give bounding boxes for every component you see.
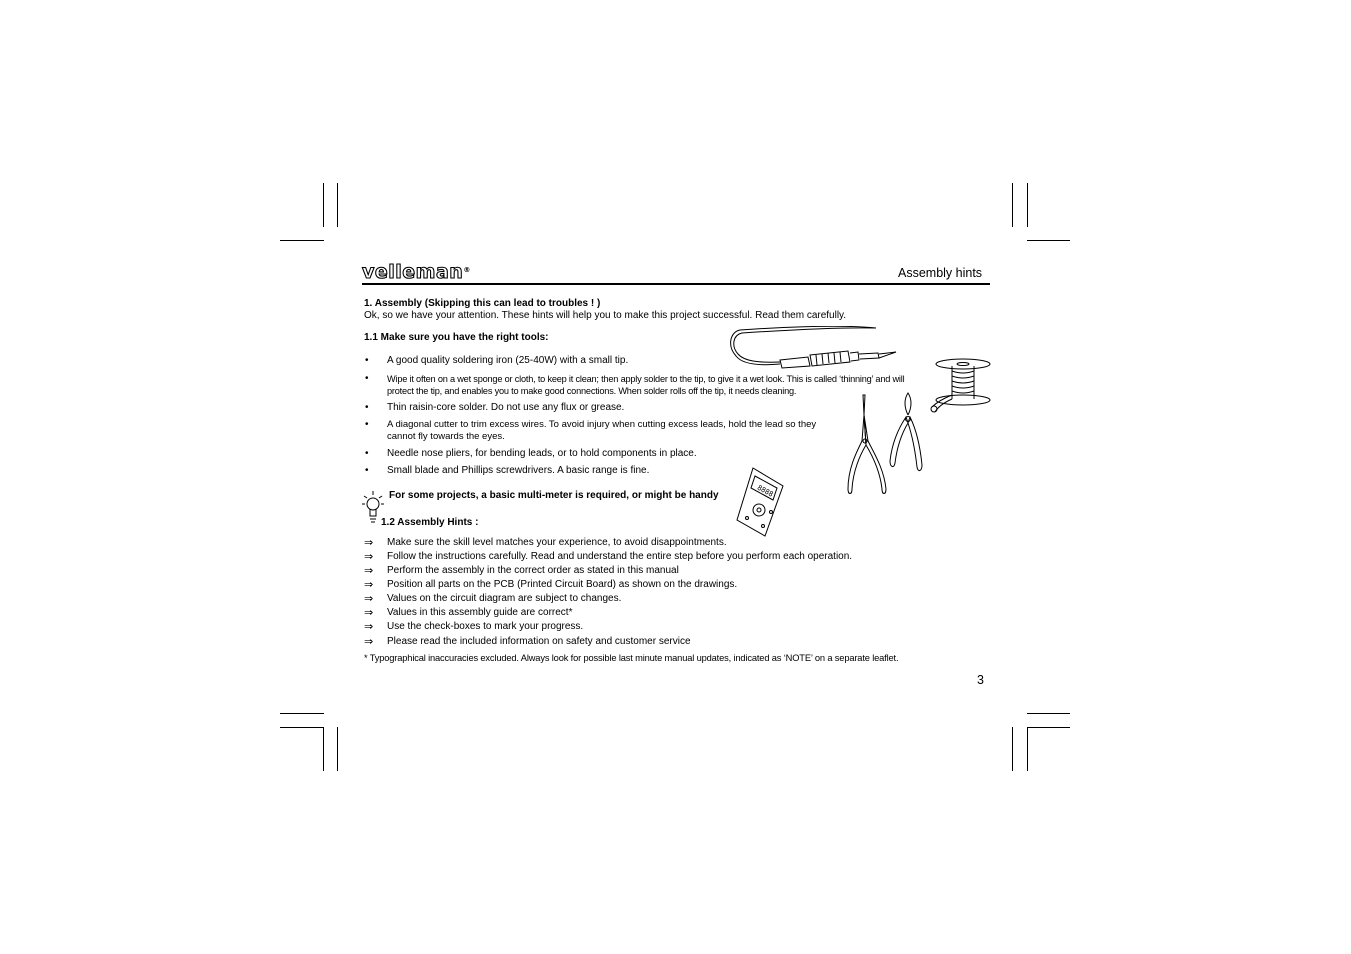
list-item: Values on the circuit diagram are subject to changes. — [387, 593, 622, 604]
svg-text:8888: 8888 — [755, 483, 775, 499]
bullet-icon: • — [365, 355, 369, 366]
footnote: * Typographical inaccuracies excluded. Always look for possible last minute manual updates, indicated as ‘NOTE’ on a separate leaflet. — [364, 653, 899, 663]
arrow-icon: ⇒ — [364, 592, 374, 605]
arrow-icon: ⇒ — [364, 536, 374, 549]
pliers-icon — [842, 391, 932, 497]
list-item: Follow the instructions carefully. Read and understand the entire step before you perform each operation. — [387, 551, 853, 562]
bullet-icon: • — [365, 465, 369, 476]
intro-text: Ok, so we have your attention. These hints will help you to make this project successful. Read them carefully. — [364, 310, 847, 321]
arrow-icon: ⇒ — [364, 550, 374, 563]
list-item: protect the tip, and enables you to make good connections. When solder rolls off the tip, it needs cleaning. — [387, 386, 797, 396]
header-rule — [362, 283, 990, 285]
list-item: Make sure the skill level matches your experience, to avoid disappointments. — [387, 537, 727, 548]
tools-heading: 1.1 Make sure you have the right tools: — [364, 332, 549, 343]
bullet-icon: • — [365, 448, 369, 459]
list-item: Use the check-boxes to mark your progress. — [387, 621, 584, 632]
bullet-icon: • — [365, 373, 369, 384]
arrow-icon: ⇒ — [364, 635, 374, 648]
section-heading: 1. Assembly (Skipping this can lead to troubles ! ) — [364, 298, 601, 309]
soldering-iron-icon — [728, 326, 904, 372]
section-title: Assembly hints — [898, 266, 983, 280]
arrow-icon: ⇒ — [364, 564, 374, 577]
list-item: Position all parts on the PCB (Printed Circuit Board) as shown on the drawings. — [387, 579, 738, 590]
list-item: Needle nose pliers, for bending leads, or to hold components in place. — [387, 448, 697, 459]
bullet-icon: • — [365, 402, 369, 413]
list-item: A good quality soldering iron (25-40W) with a small tip. — [387, 355, 629, 366]
arrow-icon: ⇒ — [364, 578, 374, 591]
list-item: Perform the assembly in the correct order as stated in this manual — [387, 565, 679, 576]
bullet-icon: • — [365, 419, 369, 430]
list-item: Small blade and Phillips screwdrivers. A basic range is fine. — [387, 465, 650, 476]
arrow-icon: ⇒ — [364, 620, 374, 633]
list-item: Wipe it often on a wet sponge or cloth, to keep it clean; then apply solder to the tip, to give it a wet look. This is called ‘thinning’ and will — [387, 374, 905, 384]
list-item: Please read the included information on safety and customer service — [387, 636, 691, 647]
list-item: A diagonal cutter to trim excess wires. To avoid injury when cutting excess leads, hold the lead so they — [387, 419, 817, 430]
page-number: 3 — [977, 673, 984, 687]
hints-heading: 1.2 Assembly Hints : — [381, 517, 479, 528]
tip-text: For some projects, a basic multi-meter is required, or might be handy — [389, 490, 719, 501]
list-item: Values in this assembly guide are correct* — [387, 607, 573, 618]
list-item: cannot fly towards the eyes. — [387, 431, 505, 442]
list-item: Thin raisin-core solder. Do not use any flux or grease. — [387, 402, 625, 413]
velleman-logo: velleman® — [362, 261, 471, 283]
multimeter-icon — [735, 466, 785, 538]
arrow-icon: ⇒ — [364, 606, 374, 619]
solder-spool-icon — [928, 355, 992, 417]
